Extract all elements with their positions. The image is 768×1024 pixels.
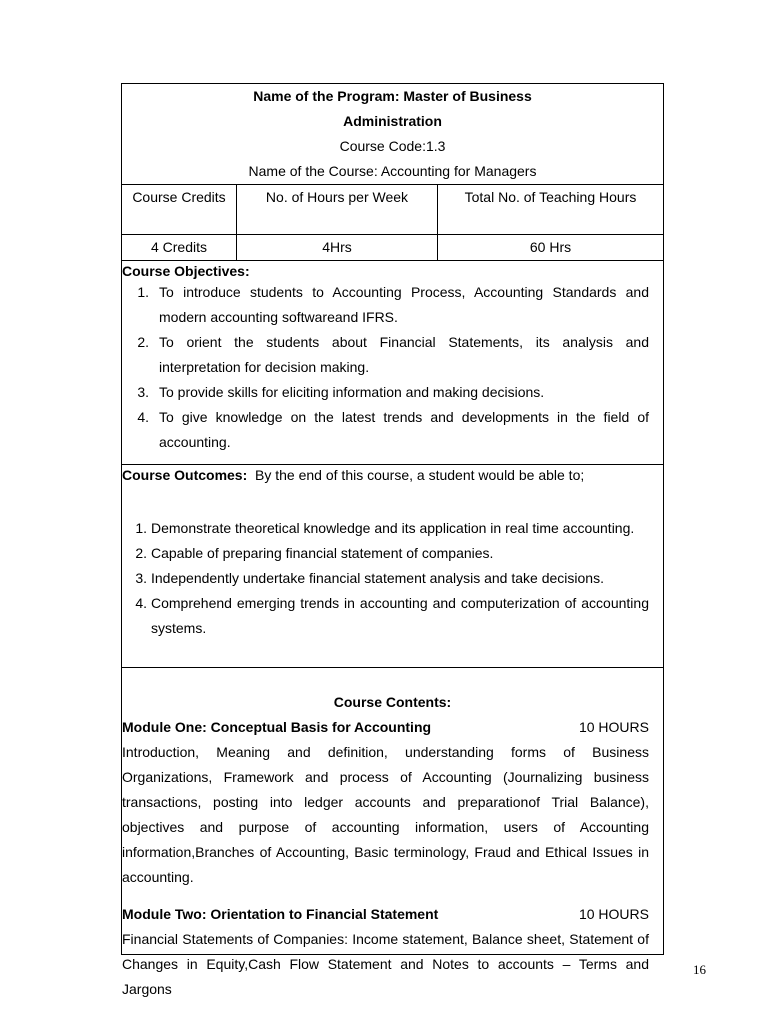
objectives-list	[122, 280, 663, 455]
list-item: 1. Demonstrate theoretical knowledge and its application in real time accounting.	[135, 520, 635, 536]
list-item: 1. To introduce students to Accounting Process, Accounting Standards and modern accounting softwareand IFRS.	[137, 284, 649, 325]
contents-title: Course Contents:	[333, 694, 452, 710]
course-name: Name of the Course: Accounting for Managers	[248, 163, 537, 179]
outcomes-heading	[122, 466, 663, 484]
module-description: Financial Statements of Companies: Income statement, Balance sheet, Statement of Changes in Equity,Cash Flow Statement and Notes to accounts – Terms and Jargons	[122, 931, 649, 997]
course-outcomes	[122, 466, 663, 668]
outcomes-list	[122, 516, 663, 641]
list-item: 4. To give knowledge on the latest trends and developments in the field of accounting.	[137, 409, 649, 450]
module-hours: 10 HOURS	[578, 906, 649, 922]
course-objectives	[122, 262, 663, 465]
credits-value-row	[122, 235, 663, 261]
hours-per-week-value-cell: 4Hrs	[237, 235, 438, 260]
course-code: Course Code:1.3	[339, 138, 446, 154]
page-number: 16	[693, 962, 706, 977]
module-title: Module Two: Orientation to Financial Statement	[122, 906, 439, 922]
credits-header-cell: Course Credits	[122, 185, 237, 235]
credits-header-row	[122, 185, 663, 235]
program-name-line2: Administration	[343, 113, 442, 129]
course-table	[121, 83, 664, 997]
teaching-hours-header-cell: Total No. of Teaching Hours	[438, 185, 663, 235]
list-item: 3. Independently undertake financial statement analysis and take decisions.	[135, 570, 604, 586]
outcomes-title: Course Outcomes:	[122, 467, 248, 483]
program-name-line1: Name of the Program: Master of Business	[253, 88, 532, 104]
course-header	[122, 84, 663, 185]
module-description: Introduction, Meaning and definition, understanding forms of Business Organizations, Framework and process of Accounting (Journalizing business transactions, posting into ledger accounts and preparationof Trial Balance), objectives and purpose of accounting information, users of Accounting information,Branches of Accounting, Basic terminology, Fraud and Ethical Issues in accounting.	[122, 744, 649, 885]
list-item: 3. To provide skills for eliciting information and making decisions.	[137, 384, 545, 400]
module-title: Module One: Conceptual Basis for Accounting	[122, 719, 432, 735]
list-item: 4. Comprehend emerging trends in accounting and computerization of accounting systems.	[135, 595, 649, 636]
course-contents	[122, 668, 663, 1002]
teaching-hours-value-cell: 60 Hrs	[529, 239, 572, 255]
module-hours: 10 HOURS	[578, 719, 649, 735]
credits-value-cell: 4 Credits	[122, 235, 237, 260]
objectives-title: Course Objectives:	[122, 263, 250, 279]
outcomes-intro: By the end of this course, a student would be able to;	[255, 467, 585, 483]
list-item: 2. Capable of preparing financial statement of companies.	[135, 545, 494, 561]
module-heading	[122, 715, 663, 740]
list-item: 2. To orient the students about Financial Statements, its analysis and interpretation for decision making.	[137, 334, 649, 375]
hours-per-week-header-cell: No. of Hours per Week	[237, 185, 438, 235]
module-heading	[122, 902, 663, 927]
